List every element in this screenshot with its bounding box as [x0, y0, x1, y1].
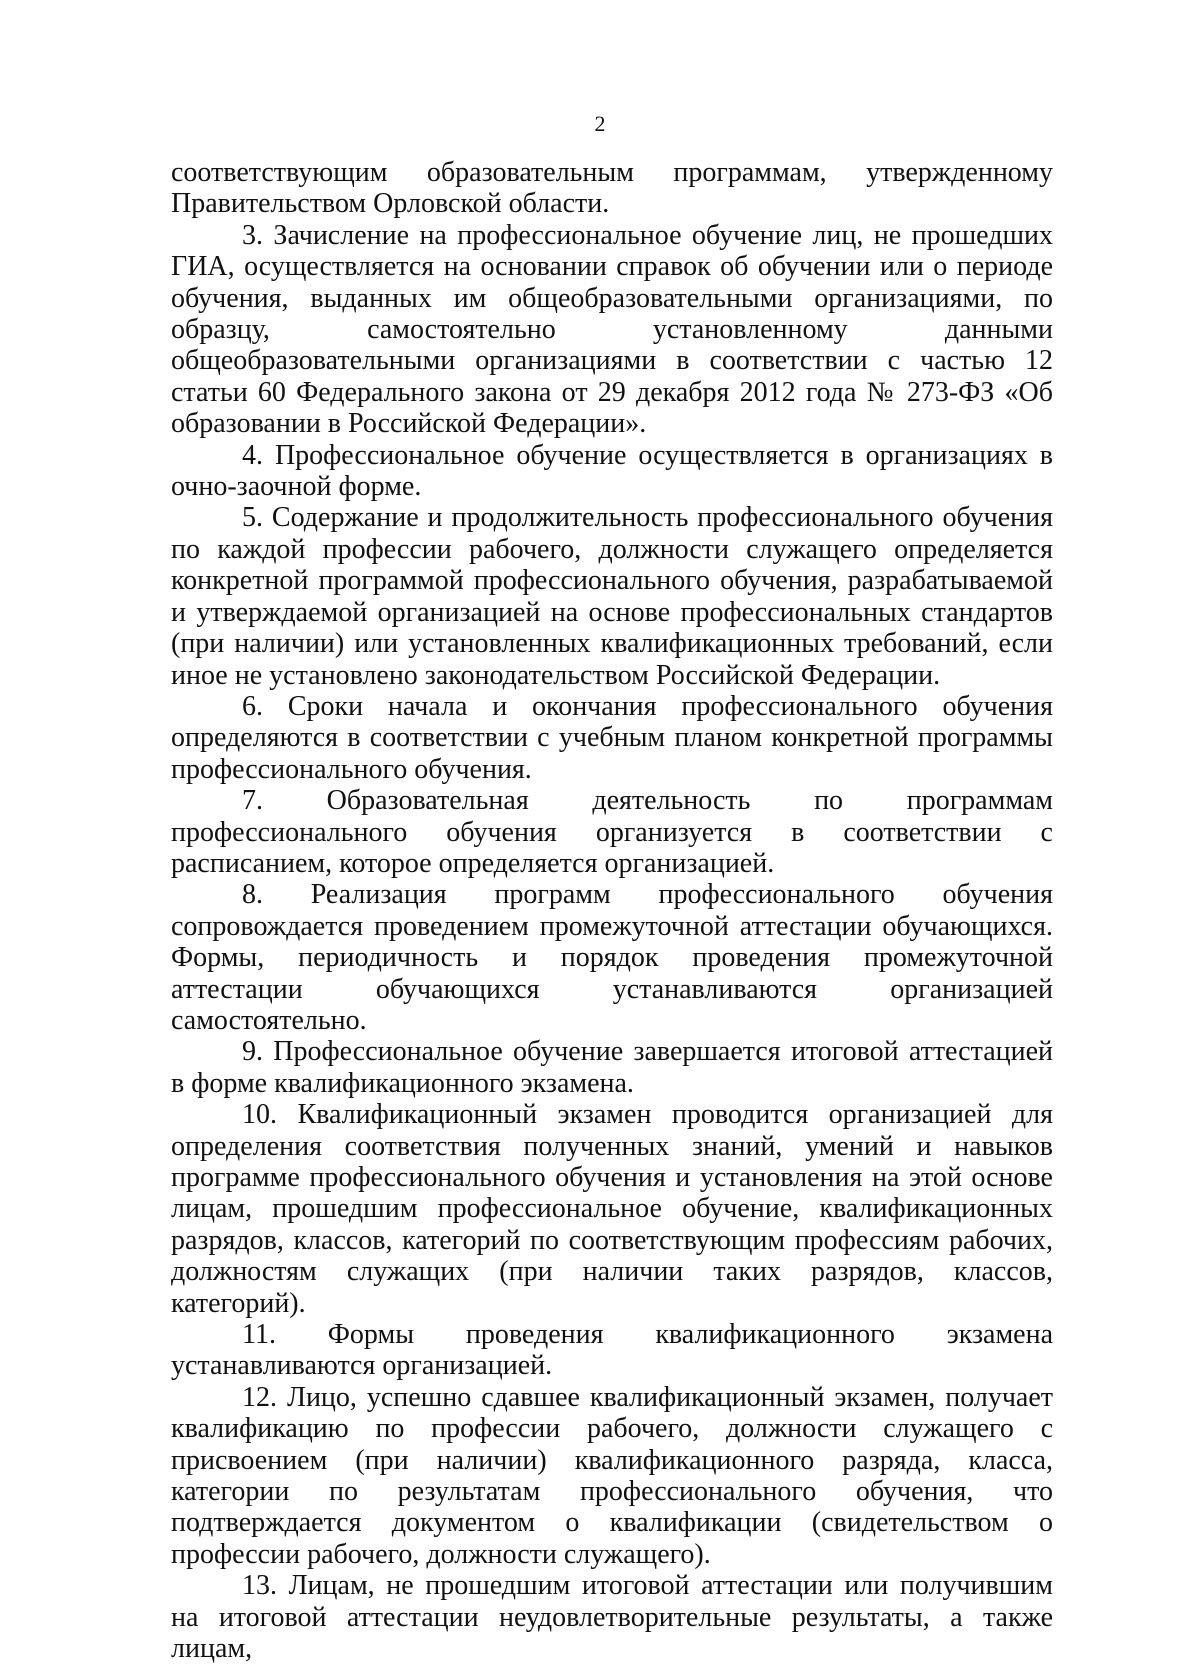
paragraph-3: 3. Зачисление на профессиональное обучение лиц, не прошедших ГИА, осуществляется на основании справок об обучении или о периоде обучения, выданных им общеобразовательными организациями, по образцу, самостоятельно установленному данными общеобразовательными организациями в соответствии с частью 12 статьи 60 Федерального закона от 29 декабря 2012 года № 273-ФЗ «Об образовании в Российской Федерации».	[171, 219, 1053, 440]
paragraph-5: 5. Содержание и продолжительность профессионального обучения по каждой профессии рабочего, должности служащего определяется конкретной программой профессионального обучения, разрабатываемой и утверждаемой организацией на основе профессиональных стандартов (при наличии) или установленных квалификационных требований, если иное не установлено законодательством Российской Федерации.	[171, 502, 1053, 691]
paragraph-12: 12. Лицо, успешно сдавшее квалификационный экзамен, получает квалификацию по профессии рабочего, должности служащего с присвоением (при наличии) квалификационного разряда, класса, категории по результатам профессионального обучения, что подтверждается документом о квалификации (свидетельством о профессии рабочего, должности служащего).	[171, 1381, 1053, 1570]
paragraph-11: 11. Формы проведения квалификационного экзамена устанавливаются организацией.	[171, 1319, 1053, 1382]
paragraph-10: 10. Квалификационный экзамен проводится организацией для определения соответствия полученных знаний, умений и навыков программе профессионального обучения и установления на этой основе лицам, прошедшим профессиональное обучение, квалификационных разрядов, классов, категорий по соответствующим профессиям рабочих, должностям служащих (при наличии таких разрядов, классов, категорий).	[171, 1099, 1053, 1319]
paragraph-4: 4. Профессиональное обучение осуществляется в организациях в очно-заочной форме.	[171, 439, 1053, 503]
document-body	[171, 157, 1053, 1665]
paragraph-13: 13. Лицам, не прошедшим итоговой аттестации или получившим на итоговой аттестации неудовлетворительные результаты, а также лицам,	[171, 1570, 1053, 1665]
page-number: 2	[594, 111, 606, 136]
paragraph-continuation: соответствующим образовательным программам, утвержденному Правительством Орловской области.	[171, 157, 1053, 220]
paragraph-7: 7. Образовательная деятельность по программам профессионального обучения организуется в соответствии с расписанием, которое определяется организацией.	[171, 785, 1053, 879]
paragraph-8: 8. Реализация программ профессионального обучения сопровождается проведением промежуточной аттестации обучающихся. Формы, периодичность и порядок проведения промежуточной аттестации обучающихся устанавливаются организацией самостоятельно.	[171, 879, 1053, 1036]
paragraph-6: 6. Сроки начала и окончания профессионального обучения определяются в соответствии с учебным планом конкретной программы профессионального обучения.	[171, 690, 1053, 785]
paragraph-9: 9. Профессиональное обучение завершается итоговой аттестацией в форме квалификационного экзамена.	[171, 1036, 1053, 1099]
